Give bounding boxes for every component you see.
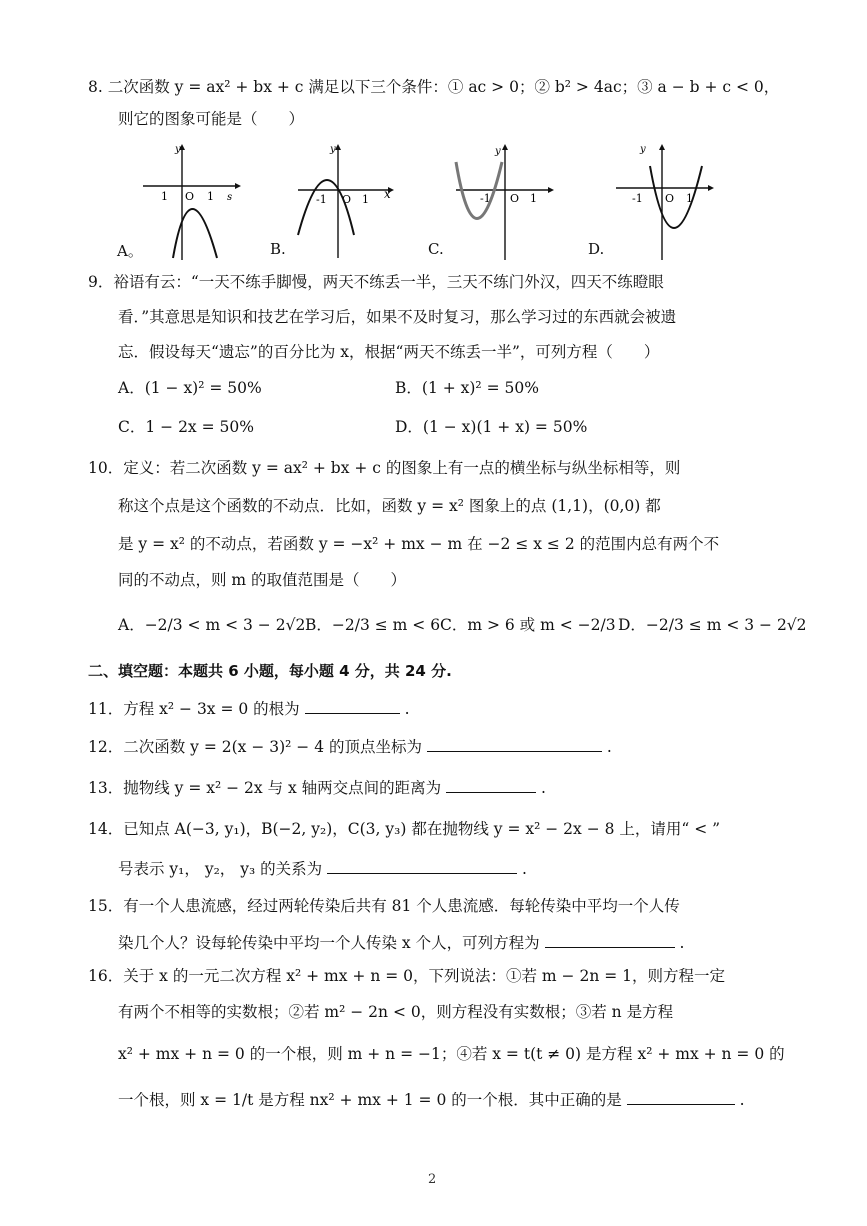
q16-line1: 16．关于 x 的一元二次方程 x² + mx + n = 0，下列说法：①若 m − 2n = 1，则方程一定 <box>88 967 726 985</box>
q16-end: . <box>739 1091 745 1109</box>
q10-line3: 是 y = x² 的不动点，若函数 y = −x² + mx − m 在 −2 ≤ x ≤ 2 的范围内总有两个不 <box>118 535 720 553</box>
q9-line1: 9．裕语有云：“一天不练手脚慢，两天不练丢一半，三天不练门外汉，四天不练瞪眼 <box>88 273 664 291</box>
svg-text:O: O <box>342 193 352 206</box>
graph-b <box>290 140 400 262</box>
q10-option-b: B．−2/3 ≤ m < 6 <box>305 616 441 634</box>
q9-option-b: B．(1 + x)² = 50% <box>395 379 539 397</box>
q10-option-d: D．−2/3 ≤ m < 3 − 2√2 <box>618 616 807 634</box>
q11 <box>88 697 410 720</box>
graph-d <box>610 140 720 262</box>
q15-text: 染几个人？设每轮传染中平均一个人传染 x 个人，可列方程为 <box>118 934 540 952</box>
svg-text:O: O <box>510 192 520 205</box>
q13 <box>88 776 546 799</box>
graph-a-label: A。 <box>117 242 143 260</box>
q15-line2 <box>118 931 684 954</box>
q10-option-a: A．−2/3 < m < 3 − 2√2 <box>118 616 306 634</box>
svg-text:O: O <box>185 190 195 203</box>
q9-line3: 忘．假设每天“遗忘”的百分比为 x，根据“两天不练丢一半”，可列方程（ ） <box>118 343 660 361</box>
svg-text:O: O <box>665 192 675 205</box>
svg-text:-1: -1 <box>632 192 643 205</box>
q12-answer-blank[interactable] <box>427 735 602 752</box>
q12 <box>88 735 612 758</box>
svg-text:1: 1 <box>161 190 168 203</box>
q14-line2 <box>118 857 527 880</box>
q15-end: . <box>679 934 685 952</box>
q8-line1: 8. 二次函数 y = ax² + bx + c 满足以下三个条件：① ac > 0；② b² > 4ac；③ a − b + c < 0， <box>88 78 780 96</box>
svg-text:1: 1 <box>530 192 537 205</box>
q12-text: 12．二次函数 y = 2(x − 3)² − 4 的顶点坐标为 <box>88 738 422 756</box>
q16-answer-blank[interactable] <box>627 1088 735 1105</box>
q13-answer-blank[interactable] <box>446 776 536 793</box>
page-number: 2 <box>428 1172 437 1187</box>
graph-c <box>450 140 560 262</box>
q14-text: 号表示 y₁， y₂， y₃ 的关系为 <box>118 860 323 878</box>
svg-text:1: 1 <box>686 192 693 205</box>
q16-line4 <box>118 1088 745 1111</box>
q16-line2: 有两个不相等的实数根；②若 m² − 2n < 0，则方程没有实数根；③若 n 是方程 <box>118 1003 674 1021</box>
graph-a <box>135 140 245 262</box>
q9-line2: 看．”其意思是知识和技艺在学习后，如果不及时复习，那么学习过的东西就会被遗 <box>118 308 677 326</box>
q10-line2: 称这个点是这个函数的不动点．比如，函数 y = x² 图象上的点 (1,1)，(0,0) 都 <box>118 497 661 515</box>
svg-text:y: y <box>640 144 646 155</box>
q14-line1: 14．已知点 A(−3, y₁)，B(−2, y₂)，C(3, y₃) 都在抛物线 y = x² − 2x − 8 上，请用“ < ” <box>88 820 721 838</box>
svg-text:1: 1 <box>362 193 369 206</box>
svg-text:-1: -1 <box>480 192 491 205</box>
q9-option-c: C．1 − 2x = 50% <box>118 418 254 436</box>
q11-end: . <box>404 700 410 718</box>
q11-answer-blank[interactable] <box>305 697 400 714</box>
svg-text:s: s <box>227 192 233 203</box>
q14-answer-blank[interactable] <box>327 857 517 874</box>
q9-option-d: D．(1 − x)(1 + x) = 50% <box>395 418 588 436</box>
q10-line4: 同的不动点，则 m 的取值范围是（ ） <box>118 571 407 589</box>
svg-text:y: y <box>495 146 501 157</box>
q10-option-c: C．m > 6 或 m < −2/3 <box>440 616 616 634</box>
q13-end: . <box>541 779 546 797</box>
q13-text: 13．抛物线 y = x² − 2x 与 x 轴两交点间的距离为 <box>88 779 442 797</box>
q8-line2: 则它的图象可能是（ ） <box>118 110 305 128</box>
graph-d-label: D. <box>588 240 605 258</box>
svg-text:-1: -1 <box>316 193 327 206</box>
q16-line3: x² + mx + n = 0 的一个根，则 m + n = −1；④若 x = t(t ≠ 0) 是方程 x² + mx + n = 0 的 <box>118 1045 785 1063</box>
q11-text: 11．方程 x² − 3x = 0 的根为 <box>88 700 300 718</box>
q14-end: . <box>522 860 527 878</box>
q15-line1: 15．有一个人患流感，经过两轮传染后共有 81 个人患流感．每轮传染中平均一个人传 <box>88 897 680 915</box>
svg-text:y: y <box>175 144 181 155</box>
graph-c-label: C. <box>428 240 444 258</box>
graph-b-label: B. <box>270 240 286 258</box>
section-heading: 二、填空题：本题共 6 小题，每小题 4 分，共 24 分. <box>88 662 452 680</box>
q15-answer-blank[interactable] <box>545 931 675 948</box>
svg-text:y: y <box>330 144 336 155</box>
q9-option-a: A．(1 − x)² = 50% <box>118 379 262 397</box>
svg-text:x: x <box>384 187 391 201</box>
q12-end: . <box>606 738 612 756</box>
q10-line1: 10．定义：若二次函数 y = ax² + bx + c 的图象上有一点的横坐标与纵坐标相等，则 <box>88 459 681 477</box>
svg-text:1: 1 <box>207 190 214 203</box>
q16-text: 一个根，则 x = 1/t 是方程 nx² + mx + 1 = 0 的一个根．其中正确的是 <box>118 1091 622 1109</box>
